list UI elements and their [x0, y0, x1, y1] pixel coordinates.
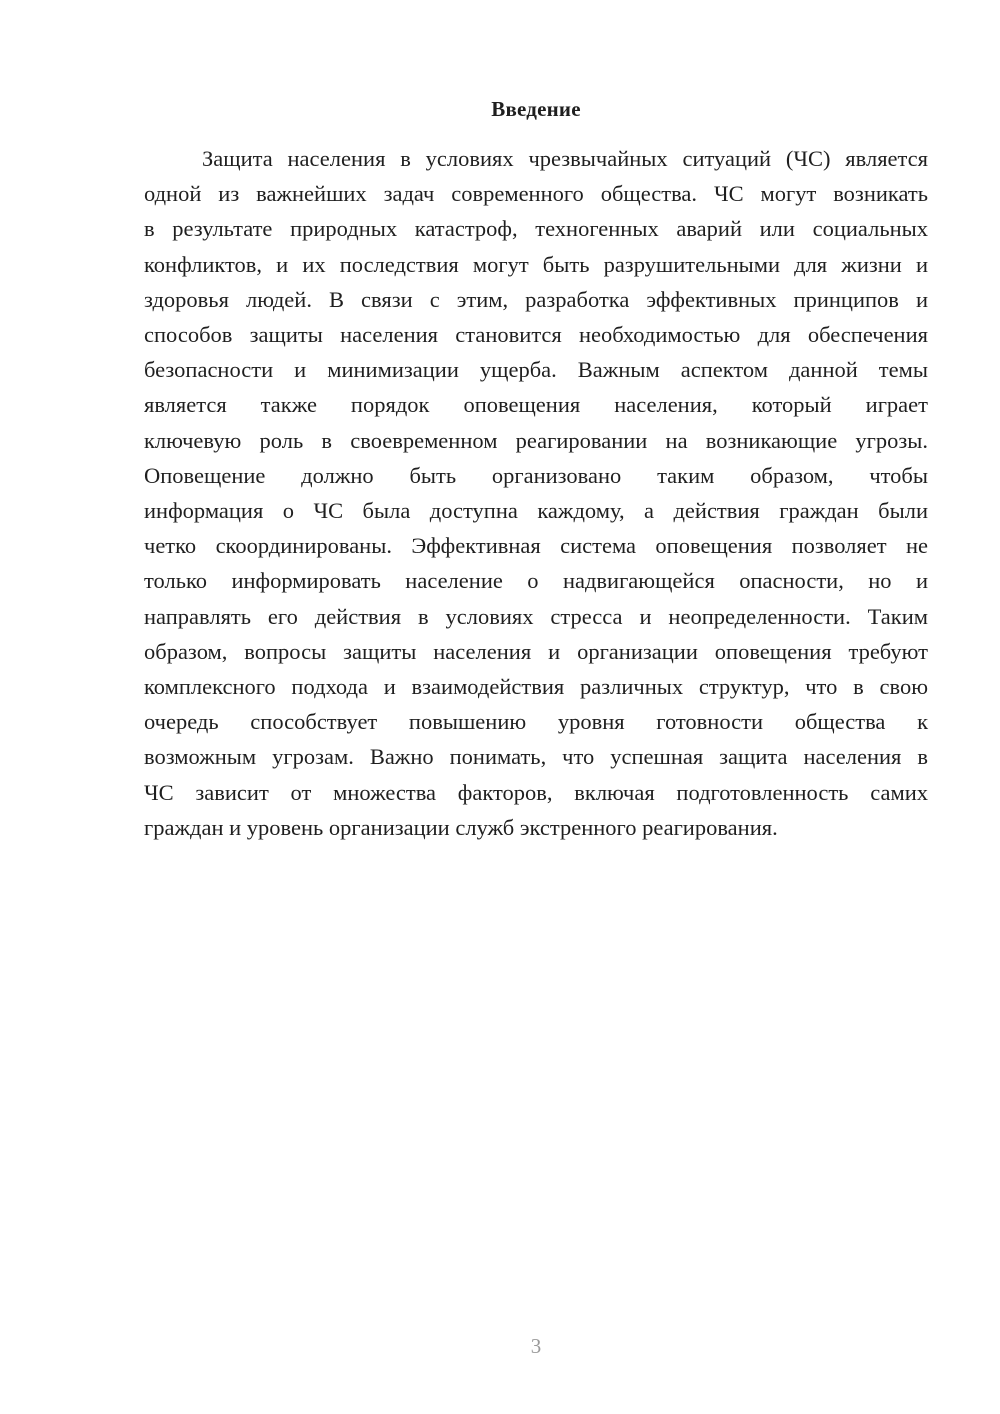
paragraph-line: только информировать население о надвигающейся опасности, но и — [144, 568, 928, 594]
paragraph-line: возможным угрозам. Важно понимать, что успешная защита населения в — [144, 744, 928, 770]
paragraph-line: ЧС зависит от множества факторов, включая подготовленность самих — [144, 779, 928, 805]
paragraph-line: конфликтов, и их последствия могут быть разрушительными для жизни и — [144, 251, 928, 277]
page-number: 3 — [530, 1334, 542, 1358]
paragraph-line: ключевую роль в своевременном реагировании на возникающие угрозы. — [144, 427, 928, 453]
paragraph-line: способов защиты населения становится необходимостью для обеспечения — [144, 322, 928, 348]
paragraph-line: здоровья людей. В связи с этим, разработка эффективных принципов и — [144, 286, 928, 312]
paragraph-line: четко скоординированы. Эффективная система оповещения позволяет не — [144, 533, 928, 559]
section-heading: Введение — [491, 97, 581, 121]
paragraph-line: информация о ЧС была доступна каждому, а действия граждан были — [144, 498, 928, 524]
paragraph-line: в результате природных катастроф, техногенных аварий или социальных — [144, 216, 928, 242]
paragraph-line: очередь способствует повышению уровня готовности общества к — [144, 709, 928, 735]
intro-paragraph — [144, 141, 928, 845]
paragraph-line: направлять его действия в условиях стресса и неопределенности. Таким — [144, 603, 928, 629]
paragraph-line: безопасности и минимизации ущерба. Важным аспектом данной темы — [144, 357, 928, 383]
paragraph-line: Защита населения в условиях чрезвычайных ситуаций (ЧС) является — [202, 146, 928, 171]
paragraph-line: является также порядок оповещения населения, который играет — [144, 392, 928, 418]
paragraph-line: одной из важнейших задач современного общества. ЧС могут возникать — [144, 181, 928, 207]
paragraph-line: Оповещение должно быть организовано таким образом, чтобы — [144, 462, 928, 488]
paragraph-line: образом, вопросы защиты населения и организации оповещения требуют — [144, 638, 928, 664]
paragraph-line: комплексного подхода и взаимодействия различных структур, что в свою — [144, 674, 928, 700]
paragraph-line: граждан и уровень организации служб экстренного реагирования. — [144, 814, 778, 840]
